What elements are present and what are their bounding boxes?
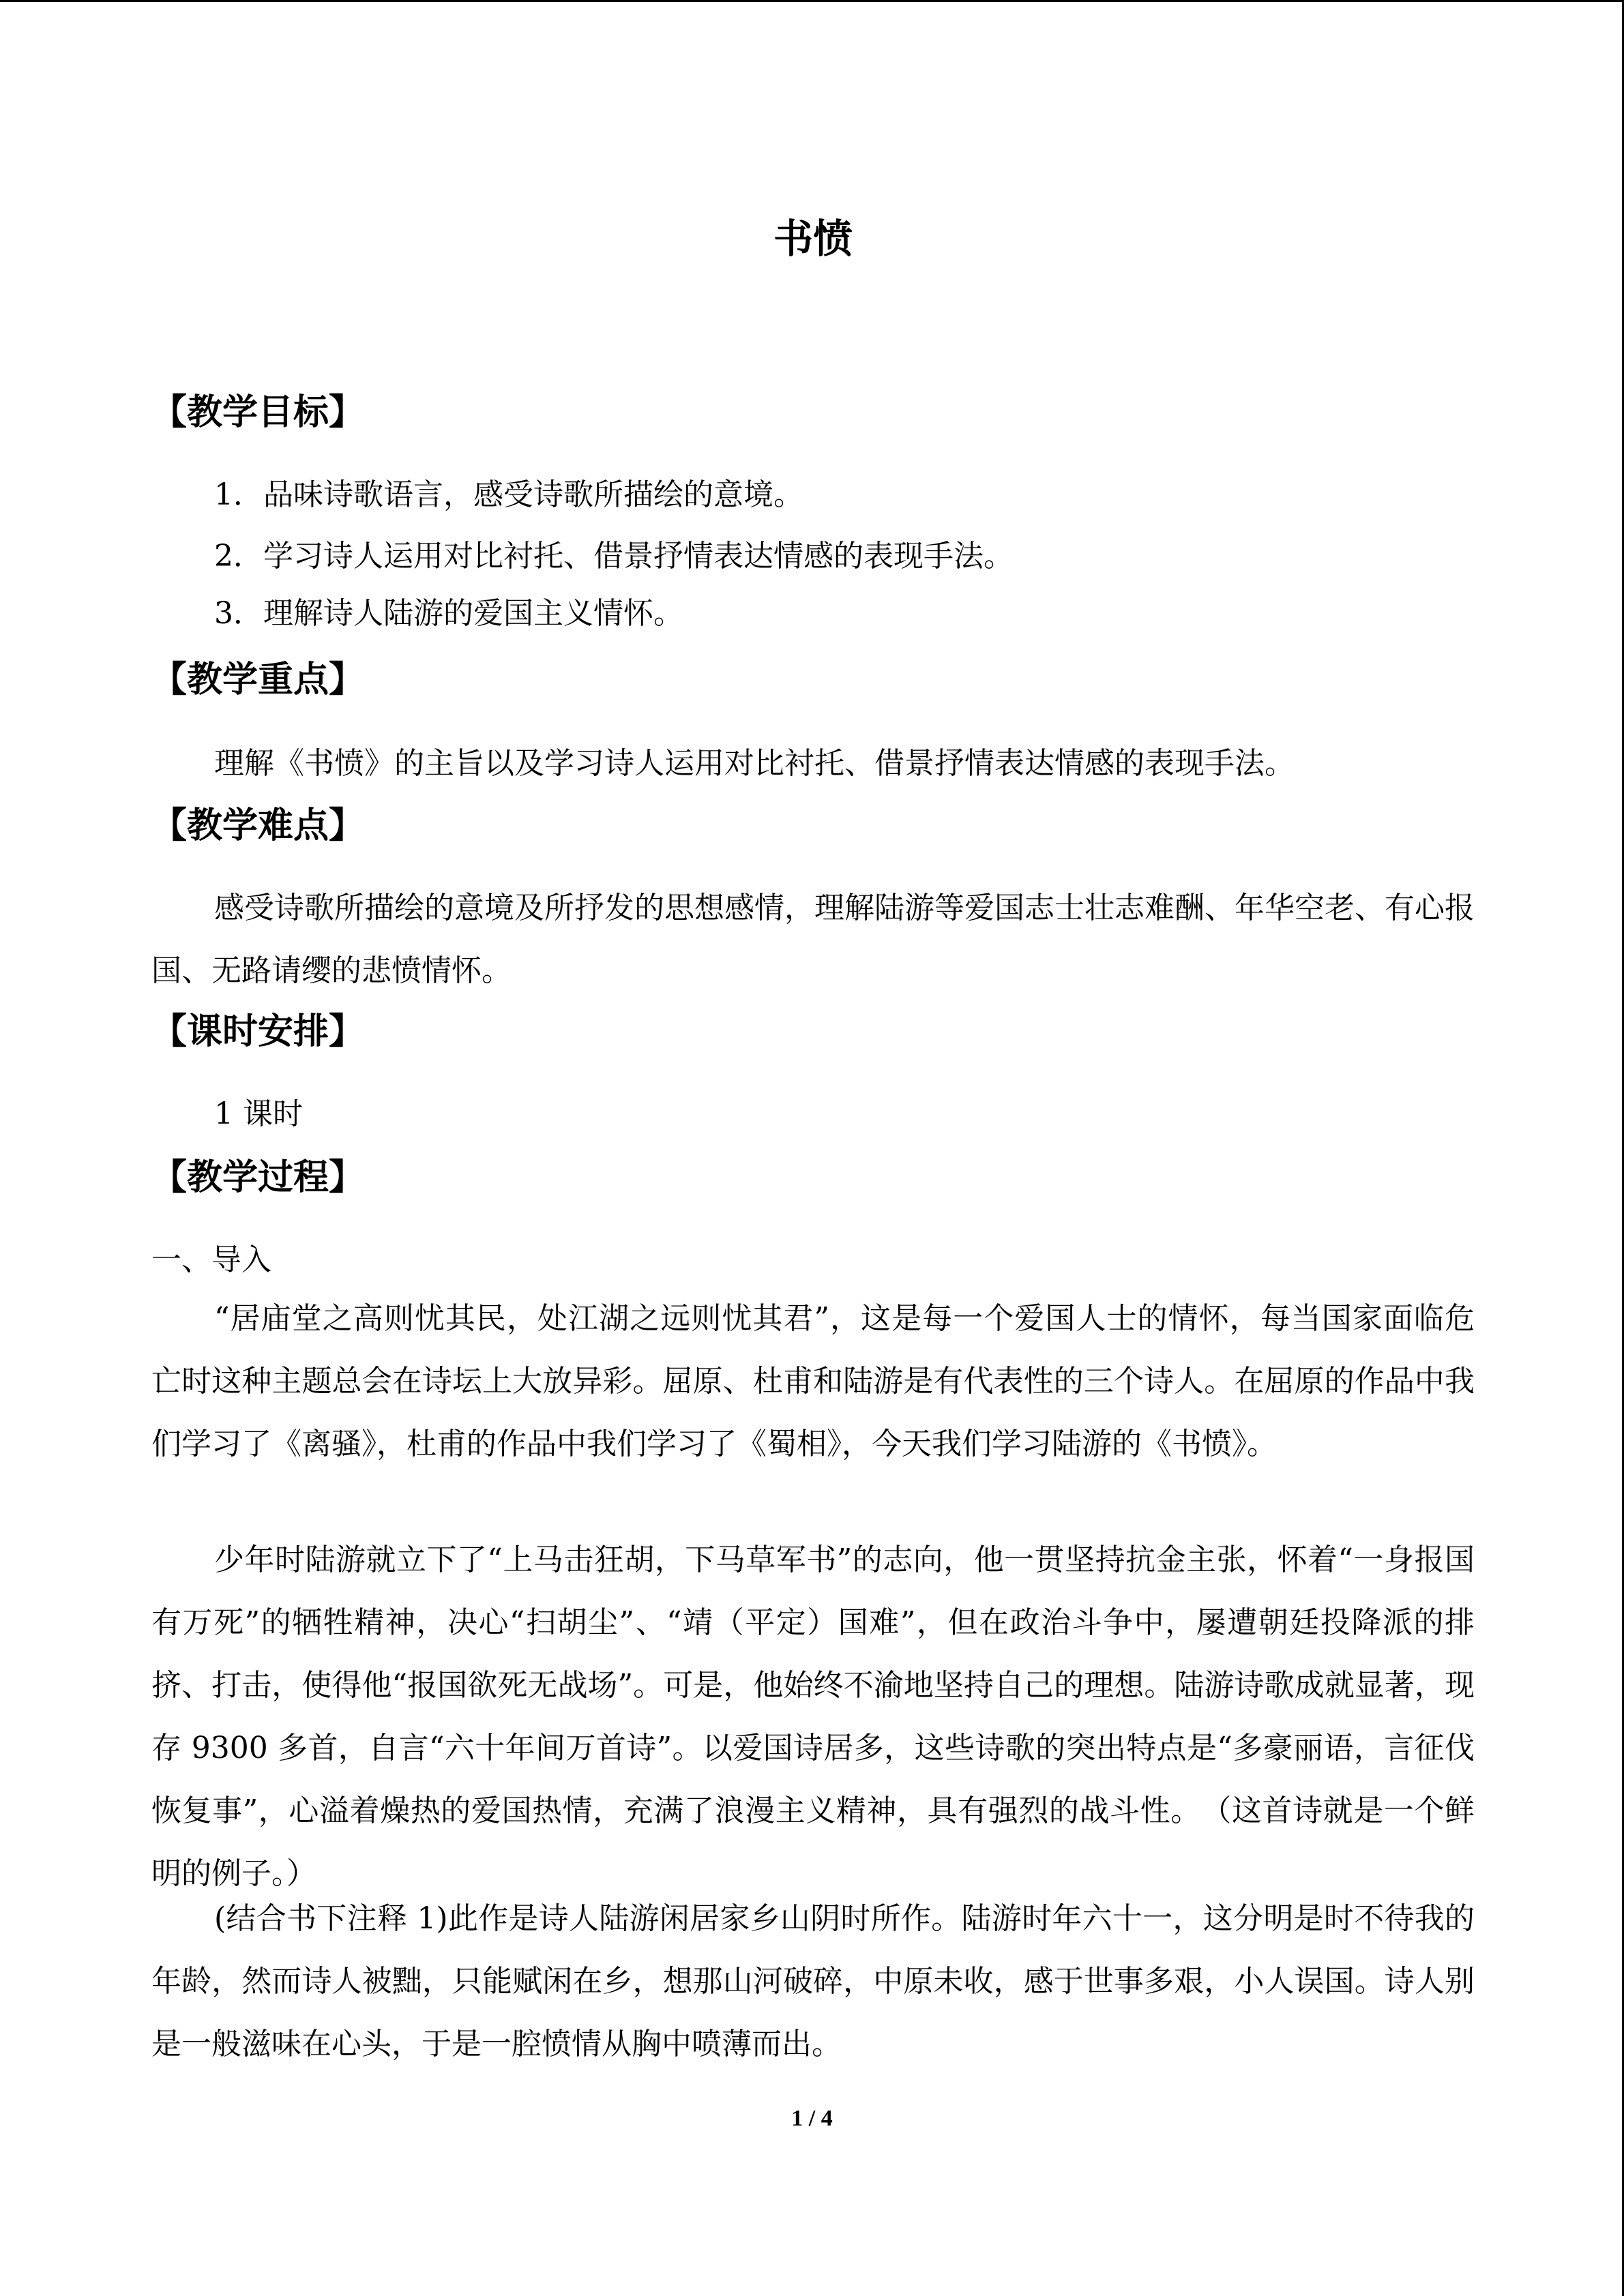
- schedule-text: 1 课时: [214, 1097, 303, 1131]
- objective-item: 2．学习诗人运用对比衬托、借景抒情表达情感的表现手法。: [214, 539, 1014, 573]
- key-points-text: 理解《书愤》的主旨以及学习诗人运用对比衬托、借景抒情表达情感的表现手法。: [214, 746, 1295, 781]
- document-title: 书愤: [773, 215, 853, 262]
- heading-objectives: 【教学目标】: [151, 392, 365, 433]
- difficulties-text: 感受诗歌所描绘的意境及所抒发的思想感情，理解陆游等爱国志士壮志难酬、年华空老、有心报国、无路请缨的悲愤情怀。: [151, 891, 1475, 988]
- objective-item: 3．理解诗人陆游的爱国主义情怀。: [214, 596, 683, 631]
- objective-item: 1．品味诗歌语言，感受诗歌所描绘的意境。: [214, 477, 803, 512]
- heading-process: 【教学过程】: [151, 1157, 365, 1198]
- process-paragraph: (结合书下注释 1)此作是诗人陆游闲居家乡山阴时所作。陆游时年六十一，这分明是时不待我的年龄，然而诗人被黜，只能赋闲在乡，想那山河破碎，中原未收，感于世事多艰，小人误国。诗人别是一般滋味在心头，于是一腔愤情从胸中喷薄而出。: [151, 1901, 1475, 2061]
- page-number: 1 / 4: [791, 2106, 833, 2131]
- process-subheading: 一、导入: [151, 1242, 271, 1277]
- heading-difficulties: 【教学难点】: [151, 805, 365, 846]
- heading-schedule: 【课时安排】: [151, 1011, 365, 1052]
- heading-key-points: 【教学重点】: [151, 659, 365, 700]
- process-paragraph: “居庙堂之高则忧其民，处江湖之远则忧其君”，这是每一个爱国人士的情怀，每当国家面临危亡时这种主题总会在诗坛上大放异彩。屈原、杜甫和陆游是有代表性的三个诗人。在屈原的作品中我们学习了《离骚》，杜甫的作品中我们学习了《蜀相》，今天我们学习陆游的《书愤》。: [151, 1301, 1475, 1461]
- process-paragraph: 少年时陆游就立下了“上马击狂胡，下马草军书”的志向，他一贯坚持抗金主张，怀着“一身报国有万死”的牺牲精神，决心“扫胡尘”、“靖（平定）国难”，但在政治斗争中，屡遭朝廷投降派的排挤、打击，使得他“报国欲死无战场”。可是，他始终不渝地坚持自己的理想。陆游诗歌成就显著，现存 9300 多首，自言“六十年间万首诗”。以爱国诗居多，这些诗歌的突出特点是“多豪丽语，言征伐恢复事”，心溢着燥热的爱国热情，充满了浪漫主义精神，具有强烈的战斗性。 （这首诗就是一个鲜明的例子。）: [151, 1542, 1475, 1891]
